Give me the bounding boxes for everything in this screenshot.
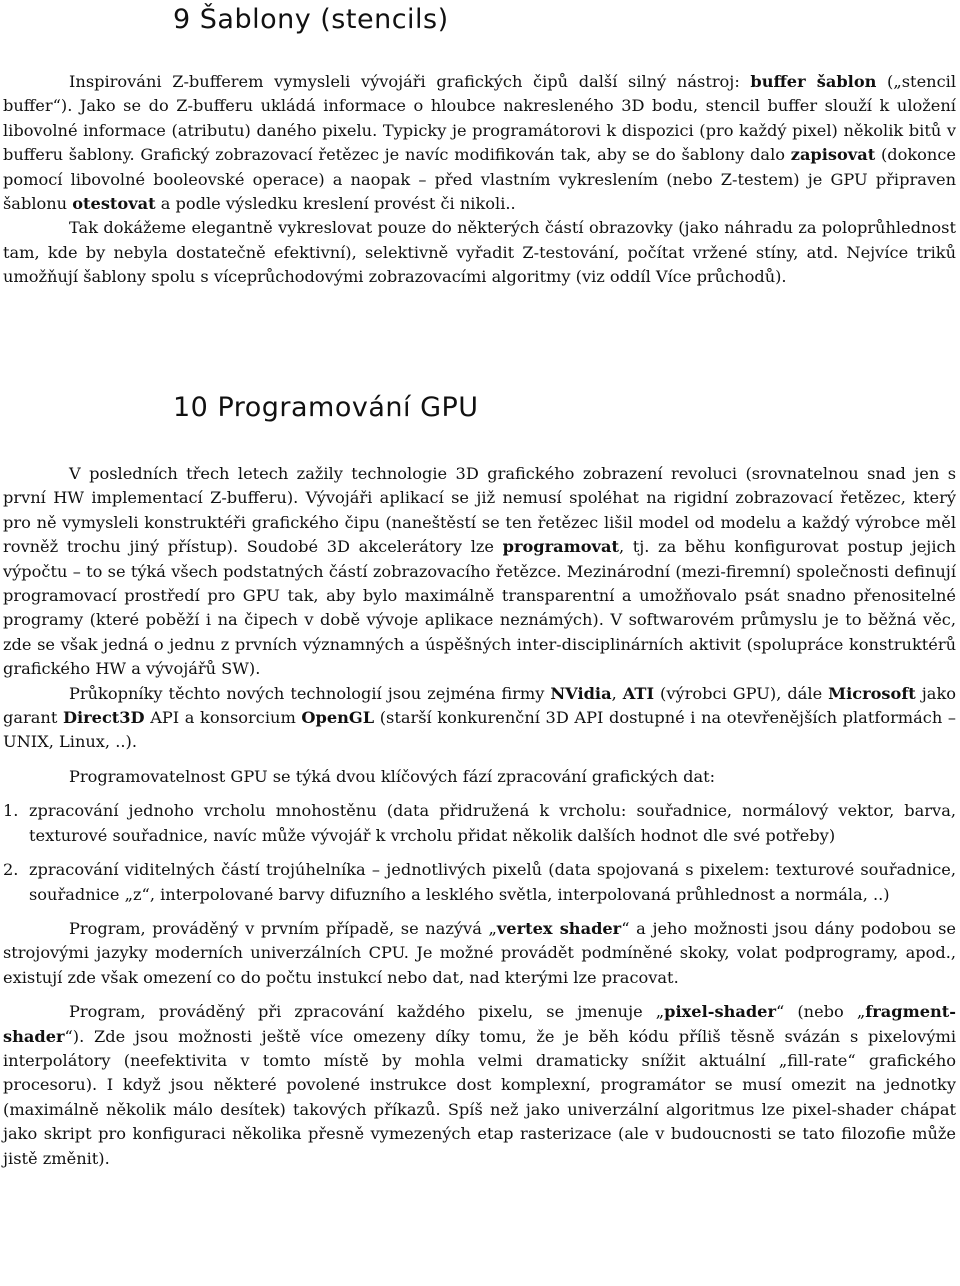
text-run: Program, prováděný při zpracování každého pixelu, se jmenuje „ xyxy=(69,1002,665,1022)
list-item xyxy=(3,858,956,907)
bold-term-pixel-shader: pixel-shader xyxy=(664,1002,776,1022)
text-run: V posledních třech letech zažily technologie 3D grafického zobrazení revoluci (srovnatelnou snad jen s první HW implementací Z-bufferu). Vývojáři aplikací se již nemusí spoléhat na rigidní zobrazovací řetězec, který pro ně vymysleli konstruktéři grafického čipu (naneštěstí se ten řetězec lišil model od modelu a každý výrobce měl rovněž trochu jiný přístup). Soudobé 3D akcelerátory lze xyxy=(3,464,956,557)
text-run: “ a jeho možnosti jsou dány podobou se strojovými jazyky moderních univerzálních CPU. Je možné provádět podmíněné skoky, volat podprogramy, apod., existují zde však omezení co do počtu instukcí nebo dat, nad kterými lze pracovat. xyxy=(3,918,956,987)
bold-term-zapisovat: zapisovat xyxy=(790,145,876,165)
bold-term-vertex-shader: vertex shader xyxy=(496,918,622,938)
text-run: Inspirováni Z-bufferem vymysleli vývojáři grafických čipů další silný nástroj: xyxy=(69,72,751,91)
list-item-text: zpracování jednoho vrcholu mnohostěnu (data přidružená k vrcholu: souřadnice, normálový vektor, barva, texturové souřadnice, navíc může vývojář k vrcholu přidat několik dalších hodnot dle své potřeby) xyxy=(29,801,956,845)
section-10-paragraph-3: Programovatelnost GPU se týká dvou klíčových fází zpracování grafických dat: xyxy=(69,766,716,786)
bold-term-buffer-sablon: buffer šablon xyxy=(750,72,877,91)
section-10-paragraph-1 xyxy=(3,462,956,682)
bold-term-opengl: OpenGL xyxy=(301,708,375,728)
bold-term-ati: ATI xyxy=(622,683,655,703)
text-run: (starší konkurenční 3D API dostupné i na otevřenějších platformách – UNIX, Linux, ..). xyxy=(3,708,956,752)
text-run: Průkopníky těchto nových technologií jsou zejména firmy xyxy=(69,683,551,703)
text-run: “ (nebo „ xyxy=(775,1002,866,1022)
text-run: (výrobci GPU), dále xyxy=(654,683,829,703)
text-run: a podle výsledku kreslení provést či nikoli.. xyxy=(155,194,516,214)
section-10-heading: 10 Programování GPU xyxy=(173,392,479,423)
section-9-paragraph-1 xyxy=(3,70,956,216)
numbered-list xyxy=(3,799,956,907)
section-9-heading: 9 Šablony (stencils) xyxy=(173,4,449,35)
text-run: Program, prováděný v prvním případě, se nazývá „ xyxy=(69,918,497,938)
section-9-paragraph-2: Tak dokážeme elegantně vykreslovat pouze do některých částí obrazovky (jako náhradu za poloprůhlednost tam, kde by nebyla dostatečně efektivní), selektivně vyřadit Z-testování, počítat vržené stíny, atd. Nejvíce triků umožňují šablony spolu s víceprůchodovými zobrazovacími algoritmy (viz oddíl Více průchodů). xyxy=(3,218,956,287)
bold-term-otestovat: otestovat xyxy=(72,194,156,214)
bold-term-microsoft: Microsoft xyxy=(828,683,916,703)
list-item-number: 1. xyxy=(3,801,19,821)
bold-term-direct3d: Direct3D xyxy=(62,708,145,728)
text-run: , xyxy=(611,683,623,703)
section-10-paragraph-5 xyxy=(3,1000,956,1171)
text-run: jako garant xyxy=(3,683,956,728)
text-run: , tj. za běhu konfigurovat postup jejich výpočtu – to se týká všech podstatných částí zobrazovacího řetězce. Mezinárodní (mezi-firemní) společnosti definují programovací prostředí pro GPU tak, aby bylo maximálně transparentní a umožňovalo psát snadno přenositelné programy (které poběží i na čipech v době vývoje aplikace neznámých). V softwarovém průmyslu je to běžná věc, zde se však jedná o jednu z prvních významných a úspěšných inter-disciplinárních aktivit (spolupráce konstruktérů grafického HW a vývojářů SW). xyxy=(3,537,956,679)
bold-term-nvidia: NVidia xyxy=(550,683,612,703)
bold-term-fragment-shader: fragment-shader xyxy=(3,1002,956,1046)
bold-term-programovat: programovat xyxy=(502,537,619,557)
text-run: („stencil buffer“). Jako se do Z-bufferu ukládá informace o hloubce nakresleného 3D bodu, stencil buffer slouží k uložení libovolné informace (atributu) daného pixelu. Typicky je programátorovi k dispozici (pro každý pixel) několik bitů v bufferu šablony. Grafický zobrazovací řetězec je navíc modifikován tak, aby se do šablony dalo xyxy=(3,72,956,165)
section-10-paragraph-4 xyxy=(3,917,956,990)
list-item-number: 2. xyxy=(3,860,19,880)
text-run: “). Zde jsou možnosti ještě více omezeny díky tomu, že je běh kódu příliš těsně svázán s pixelovými interpolátory (neefektivita v tomto místě by mohla velmi dramaticky snížit aktuální „fill-rate“ grafického procesoru). I když jsou některé povolené instrukce dost komplexní, programátor se musí omezit na jednotky (maximálně několik málo desítek) takových příkazů. Spíš než jako univerzální algoritmus lze pixel-shader chápat jako skript pro konfiguraci několika přesně vymezených etap rasterizace (ale v budoucnosti se tato filozofie může jistě změnit). xyxy=(3,1026,956,1168)
list-item xyxy=(3,799,956,848)
text-run: API a konsorcium xyxy=(144,708,302,728)
section-10-body xyxy=(3,462,956,1171)
section-9-body xyxy=(3,70,956,290)
list-item-text: zpracování viditelných částí trojúhelníka – jednotlivých pixelů (data spojovaná s pixelem: texturové souřadnice, souřadnice „z“, interpolované barvy difuzního a lesklého světla, interpolovaná průhlednost a normála, ..) xyxy=(29,860,956,904)
text-run: (dokonce pomocí libovolné booleovské operace) a naopak – před vlastním vykreslením (nebo Z-testem) je GPU připraven šablonu xyxy=(3,145,956,214)
section-10-paragraph-2 xyxy=(3,682,956,755)
